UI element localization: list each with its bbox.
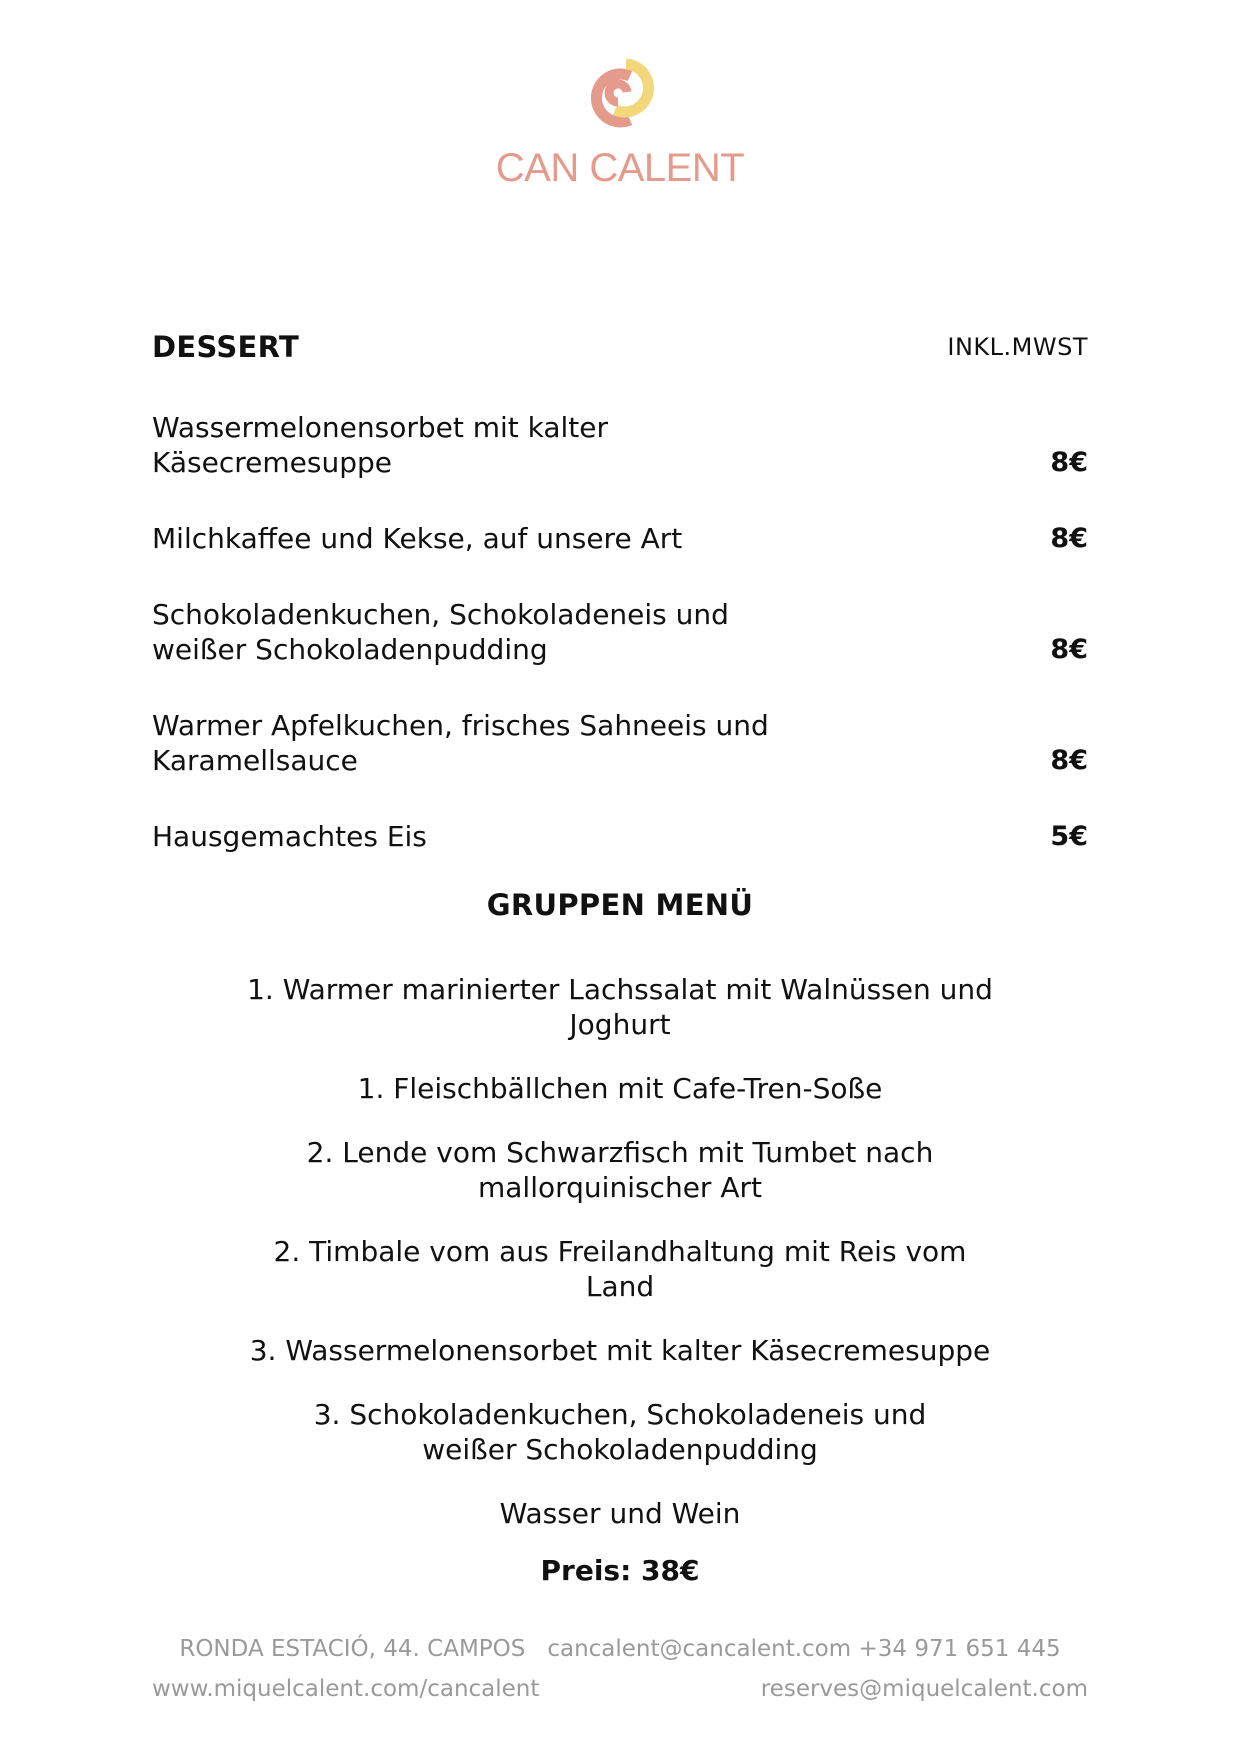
menu-item-name: Milchkaffee und Kekse, auf unsere Art <box>152 522 683 555</box>
menu-item-name: Wassermelonensorbet mit kalter Käsecremesuppe <box>152 411 609 479</box>
menu-item <box>152 410 1088 480</box>
group-menu-course: 1. Warmer marinierter Lachssalat mit Walnüssen und Joghurt <box>247 973 993 1041</box>
menu-item-price: 5€ <box>1050 821 1088 852</box>
menu-item-price: 8€ <box>1050 523 1088 554</box>
menu-item <box>152 708 1088 778</box>
group-menu-price: Preis: 38€ <box>540 1554 700 1587</box>
footer-address: RONDA ESTACIÓ, 44. CAMPOS <box>179 1636 526 1662</box>
footer-contact-line <box>152 1636 1088 1662</box>
group-menu-course: 3. Wassermelonensorbet mit kalter Käsecremesuppe <box>249 1334 991 1367</box>
group-menu-course: 1. Fleischbällchen mit Cafe-Tren-Soße <box>357 1072 883 1105</box>
group-menu-course: 2. Timbale vom aus Freilandhaltung mit Reis vom Land <box>273 1235 967 1303</box>
dessert-list <box>152 410 1088 854</box>
logo-mark-icon <box>580 58 660 138</box>
menu-item-name: Hausgemachtes Eis <box>152 820 427 853</box>
menu-item-name: Warmer Apfelkuchen, frisches Sahneeis und Karamellsauce <box>152 709 769 777</box>
group-menu-title: GRUPPEN MENÜ <box>486 888 754 922</box>
menu-item-price: 8€ <box>1050 634 1088 665</box>
footer-links <box>152 1676 1088 1702</box>
tax-label: INKL.MWST <box>947 333 1088 361</box>
menu-item-price: 8€ <box>1050 745 1088 776</box>
logo <box>0 58 1240 191</box>
brand-name: CAN CALENT <box>495 146 745 190</box>
menu-item-name: Schokoladenkuchen, Schokoladeneis und weißer Schokoladenpudding <box>152 598 729 666</box>
menu-item-price: 8€ <box>1050 447 1088 478</box>
group-menu-course: 2. Lende vom Schwarzfisch mit Tumbet nach mallorquinischer Art <box>306 1136 934 1204</box>
dessert-title: DESSERT <box>152 330 300 364</box>
group-menu-courses <box>0 972 1240 1588</box>
footer-phone: +34 971 651 445 <box>858 1636 1061 1662</box>
menu-item <box>152 597 1088 667</box>
footer-reservations-link[interactable]: reserves@miquelcalent.com <box>760 1676 1088 1702</box>
menu-item <box>152 819 1088 854</box>
menu-item <box>152 521 1088 556</box>
footer-email-link[interactable]: cancalent@cancalent.com <box>547 1636 852 1662</box>
footer-website-link[interactable]: www.miquelcalent.com/cancalent <box>152 1676 540 1702</box>
group-menu-course: 3. Schokoladenkuchen, Schokoladeneis und weißer Schokoladenpudding <box>313 1398 927 1466</box>
group-menu-drinks: Wasser und Wein <box>499 1497 741 1530</box>
